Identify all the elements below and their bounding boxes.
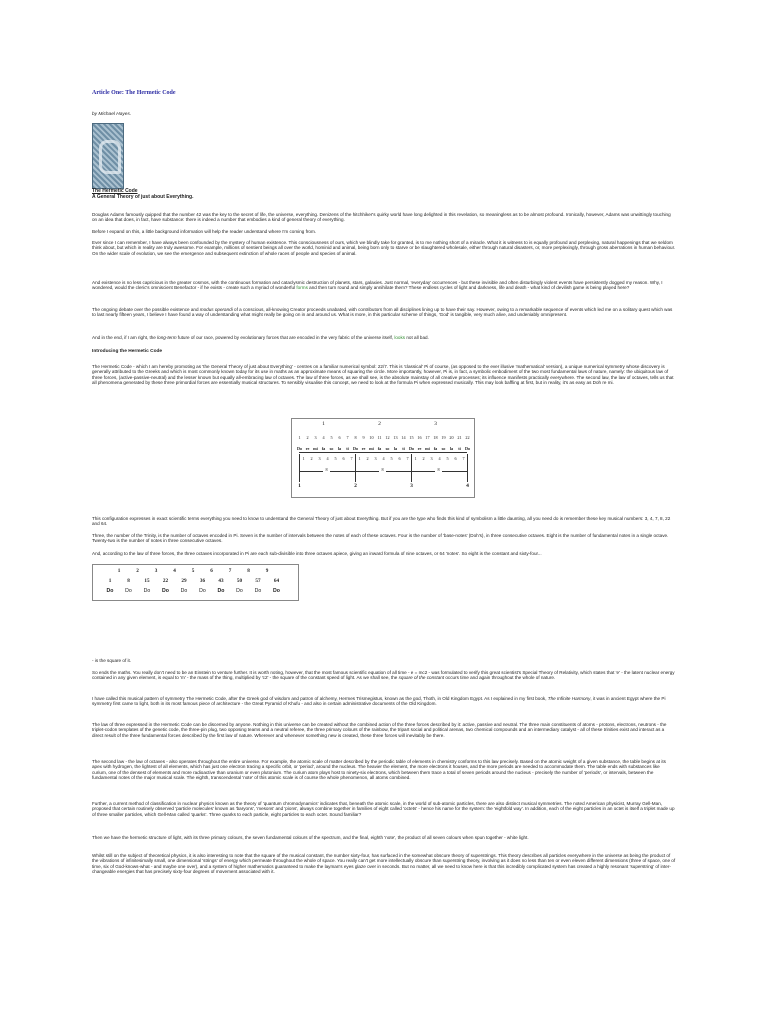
byline: by Michael Hayes. xyxy=(92,112,132,117)
interval-number: 3 xyxy=(318,456,321,461)
note-number: 3 xyxy=(314,435,317,440)
do-note: Do xyxy=(106,588,114,594)
note-count: 57 xyxy=(255,578,261,584)
emphasis: modus operandi xyxy=(199,307,233,312)
note-count: 43 xyxy=(218,578,224,584)
solfege-note: ti xyxy=(402,446,405,451)
interval-number: 1 xyxy=(302,456,305,461)
paragraph-text: of a conscious, all-knowing Creator proceeds unabated, with contributors from all disciplines lining up to have their say. However, owing to a remarkable sequence of events which led me on a solitary quest which was to last nearly fifteen years, I believe I have found a way of understanding what might really be going on in and around us. What is more, in this particular scheme of things, 'God' is tangible, very much alive, and undeniably omnipresent. xyxy=(92,307,673,318)
paragraph: The second law - the law of octaves - also operates throughout the entire universe. For example, the atomic scale of matter described by the periodic table of elements in chemistry conforms to this law precisely. Based on the atomic weight of a given substance, the table begins at its apex with hydrogen, the lightest of all elements, which has just one electron tracing a specific orbit, or 'period', around the nucleus. The heavier the element, the more electrons it houses, and the more periods are needed to accommodate them. The table ends with substances like curium, one of the densest of elements and more radioactive than uranium or even plutonium. The curium atom plays host to ninety-six electrons, which between them trace a total of seven periods around the nucleus - precisely the number of 'periods', or intervals, between the fundamental notes of the major musical scale. The eighth, transcendental 'note' of this atomic scale is of course the whole phenomenon, all atoms combined. xyxy=(92,759,666,781)
solfege-note: re xyxy=(305,446,310,451)
note-number: 9 xyxy=(362,435,365,440)
octave-number: 8 xyxy=(247,568,250,574)
interval-number: 5 xyxy=(446,456,449,461)
octave-marker: 8 xyxy=(379,467,386,472)
note-number: 1 xyxy=(298,435,301,440)
note-count-row xyxy=(93,578,298,586)
paragraph: Further, a current method of classification in nuclear physics known as the theory of 'quantum chromodynamics' indicates that, beneath the atomic scale, in the world of sub-atomic particles, there are also distinct musical symmetries. The noted American physicist, Murray Gell-Man, proposed that certain routinely observed 'particle molecules' known as 'baryons', 'mesons' and 'pions', always combine together in families of eight called 'octets' - hence his name for the system: the 'eightfold way'. In addition, each of the eight particles in an octet is itself a triplet made up of three smaller particles, which Gell-Man called 'quarks'. Three quarks to each particle, eight particles to each octet. Sound familiar? xyxy=(92,801,675,817)
interval-row xyxy=(292,456,474,464)
paragraph: The law of three expressed in the Hermetic Code can be discerned by anyone. Nothing in this universe can be created without the combined action of the three forces described by it: active, passive and neutral. The three main constituents of atoms - protons, electrons, neutrons - the triplet-codon templates of the genetic code, the three-pin plug, two opposing teams and a neutral referee, the three primary colours of the rainbow, the tripart social and political arenas, two chemical compounds and an intermediary catalyst - all of these trinities exist and interact as a direct result of the three fundamental forces described by the first law of nature. Wherever and whenever something new is created, these three forces will inevitably be there. xyxy=(92,722,667,738)
paragraph: Then we have the hermetic structure of light, with its three primary colours, the seven fundamental colours of the spectrum, and the final, eighth 'note', the product of all seven colours when spun together - white light. xyxy=(92,835,529,840)
note-number: 15 xyxy=(409,435,414,440)
octave-number: 7 xyxy=(228,568,232,574)
solfege-note: Do xyxy=(464,446,471,451)
octave-number: 4 xyxy=(173,568,176,574)
note-number: 6 xyxy=(338,435,341,440)
paragraph-text: And in the end, if I am right, the xyxy=(92,335,158,340)
paragraph: Before I expand on this, a little background information will help the reader understand where I'm coming from. xyxy=(92,229,317,234)
octave-number-row xyxy=(93,568,298,576)
interval-number: 3 xyxy=(374,456,377,461)
note-number: 8 xyxy=(354,435,357,440)
solfege-note: Do xyxy=(296,446,303,451)
octave-boundary xyxy=(299,454,300,482)
paragraph-text: occurs time and again throughout the whole of nature. xyxy=(444,675,556,681)
note-number: 2 xyxy=(306,435,309,440)
note-count: 50 xyxy=(236,578,243,584)
emphasis: square of the constant xyxy=(398,675,445,681)
solfege-note: mi xyxy=(425,446,430,451)
interval-number: 6 xyxy=(454,456,457,461)
article-subtitle: A General Theory of just about Everything. xyxy=(92,194,194,200)
note-number: 7 xyxy=(346,435,349,440)
interval-number: 2 xyxy=(422,456,425,461)
solfege-note: mi xyxy=(313,446,318,451)
interval-number: 1 xyxy=(358,456,361,461)
do-row xyxy=(93,588,298,596)
image-caption: The Hermetic Code xyxy=(92,188,138,194)
do-note: Do xyxy=(180,588,188,594)
paragraph-text: So ends the maths. You really don't need to be an Einstein to venture further. It is worth noting, however, that the most famous scientific equation of all time - e = mc2 - was formulated to verify this great scientist's Special Theory of Relativity, which states that 'e' - the latent nuclear energy contained in any given element, is equal to 'm' - the mass of the thing, multiplied by 'c2' - the square of the constant speed of light. As we shall see, the xyxy=(92,670,675,681)
solfege-note: so xyxy=(385,446,390,451)
paragraph xyxy=(92,335,676,340)
solfege-note: so xyxy=(329,446,334,451)
interval-number: 2 xyxy=(310,456,313,461)
interval-number: 7 xyxy=(462,456,465,461)
solfege-note: fa xyxy=(321,446,326,451)
interval-number: 6 xyxy=(342,456,345,461)
octave-boundary xyxy=(467,454,468,482)
note-number: 10 xyxy=(369,435,374,440)
forms-link[interactable]: forms xyxy=(296,285,308,291)
note-number: 13 xyxy=(393,435,398,440)
paragraph: And, according to the law of three forces, the three octaves incorporated in Pi are each sub-divisible into three octaves apiece, giving an inward formula of nine octaves, or 64 'notes'. So eight is the constant and sixty-four... xyxy=(92,551,542,556)
do-note: Do xyxy=(217,588,225,594)
note-count: 22 xyxy=(162,578,169,584)
nine-octave-table xyxy=(92,564,299,601)
base-note-label: 3 xyxy=(410,483,413,489)
solfege-note: la xyxy=(449,446,454,451)
note-count: 1 xyxy=(108,578,112,584)
interval-number: 5 xyxy=(390,456,393,461)
interval-number: 4 xyxy=(382,456,385,461)
base-note-label: 2 xyxy=(354,483,357,489)
note-count: 15 xyxy=(144,578,150,584)
note-number: 19 xyxy=(441,435,446,440)
octave-number: 2 xyxy=(136,568,139,574)
octave-number: 5 xyxy=(191,568,195,574)
solfege-note: ti xyxy=(458,446,461,451)
note-number: 12 xyxy=(385,435,390,440)
octave-number: 6 xyxy=(210,568,213,574)
octave-boundary xyxy=(355,454,356,482)
note-number: 11 xyxy=(377,435,382,440)
paragraph-text: not all bad. xyxy=(405,335,429,340)
paragraph: This configuration expresses in exact scientific terms everything you need to know to understand the General Theory of just about Everything. But if you are the type who finds this kind of symbolism a little daunting, all you need do is remember these key musical numbers: 3, 4, 7, 8, 22 and 64. xyxy=(92,516,671,527)
note-number: 17 xyxy=(425,435,430,440)
note-number-row xyxy=(292,435,474,443)
paragraph: The Hermetic Code - which I am hereby promoting as 'the General Theory of just about Everything' - centres on a familiar numerical symbol: 22/7. This is 'classical' Pi of course, (as opposed to the ever illusive 'mathematical' version), a unique numerical symmetry whose discovery is generally attributed to the Greeks and which is most commonly known today for its use in maths as an approximate means of squaring the circle. More importantly, however, Pi is, in fact, a symbolic embodiment of the two most fundamental laws of nature, namely: the ubiquitous law of three forces, (active-passive-neutral) and the lesser known but equally all-embracing law of octaves. The law of three forces, as we shall see, is the absolute mainstay of all creative processes; its influence manifests practically everywhere. The second law, the law of octaves, tells us that all phenomena generated by these three primordial forces are essentially musical structures. To sensibly visualise this concept, we need to look at the formula Pi when expressed musically. This may look baffling at first, but in reality, it's as easy as Doh re mi. xyxy=(92,364,674,386)
solfege-note: fa xyxy=(377,446,382,451)
note-number: 21 xyxy=(457,435,462,440)
section-heading: Introducing the Hermetic Code xyxy=(92,349,163,354)
note-number: 16 xyxy=(417,435,422,440)
hermetic-code-image[interactable] xyxy=(92,123,124,189)
note-number: 20 xyxy=(449,435,454,440)
do-note: Do xyxy=(236,588,243,594)
note-count: 8 xyxy=(127,578,130,584)
solfege-note: fa xyxy=(433,446,438,451)
interval-number: 2 xyxy=(366,456,369,461)
do-note: Do xyxy=(254,588,262,594)
solfege-note: la xyxy=(337,446,342,451)
article-title-link[interactable]: Article One: The Hermetic Code xyxy=(92,90,176,96)
interval-number: 4 xyxy=(326,456,329,461)
solfege-note: Do xyxy=(352,446,359,451)
note-number: 14 xyxy=(401,435,406,440)
do-note: Do xyxy=(162,588,169,594)
note-count: 64 xyxy=(273,578,280,584)
interval-number: 5 xyxy=(334,456,337,461)
do-note: Do xyxy=(199,588,206,594)
paragraph: - is the square of it. xyxy=(92,658,132,663)
paragraph-text: future of our race, powered by evolutionary forces that are encoded in the very fabric of the universe itself, xyxy=(176,335,395,340)
octave-boundary xyxy=(411,454,412,482)
octave-marker: 8 xyxy=(435,467,442,472)
emphasis: The Infinite Harmony xyxy=(547,696,591,701)
base-note-row xyxy=(292,483,474,491)
note-number: 22 xyxy=(465,435,470,440)
paragraph-text: I have called this musical pattern of symmetry The Hermetic Code, after the Greek god of wisdom and patron of alchemy, Hermes Trismegistus, known as the god, Thoth, in Old Kingdom Egypt. As I explained in my first book, xyxy=(92,696,548,701)
paragraph xyxy=(92,280,676,291)
solfege-note: ti xyxy=(346,446,349,451)
interval-number: 7 xyxy=(350,456,353,461)
looks-link[interactable]: looks xyxy=(394,335,406,340)
interval-number: 1 xyxy=(414,456,417,461)
octave-marker-row xyxy=(292,467,474,475)
interval-number: 3 xyxy=(430,456,433,461)
pi-octave-diagram xyxy=(291,418,475,498)
paragraph: Douglas Adams famously quipped that the number 42 was the key to the secret of life, the universe, everything. Denizens of the hitchhiker's quirky world have long delighted in this revelation, so meaningless as to be almost profound. Ironically, however, Adams was unwittingly touching on an idea that does, in fact, have substance: there is indeed a number that embodies a kind of general theory of everything. xyxy=(92,212,671,223)
paragraph: Whilst still on the subject of theoretical physics, it is also interesting to note that the square of the musical constant, the number sixty-four, has surfaced in the somewhat obscure theory of superstrings. This theory describes all particles everywhere in the universe as being the product of the vibrations of infinitesimally small, one dimensional 'strings' of energy which permeate throughout the whole of space. You really can't get more intellectually obscure than superstring theory, involving as it does no less than ten or even eleven different dimensions (three of space, one of time, six of God-knows-what - and maybe one over), and a system of higher mathematics guaranteed to make the layman's eyes glaze over in seconds. But no matter, all we need to know here is that this incredibly complicated system has created a highly resonant 'superstring' of inter-changeable energies that has precisely sixty-four degrees of movement associated with it. xyxy=(92,853,676,875)
solfege-note: so xyxy=(441,446,446,451)
solfege-note: re xyxy=(417,446,422,451)
base-note-label: 4 xyxy=(466,483,469,489)
emphasis: long-term xyxy=(157,335,177,340)
paragraph-text: , it was in ancient Egypt where the Pi symmetry first came to light, both in its most famous piece of architecture - the Great Pyramid of Khufu - and also in certain administrative documents of the Old Kingdom. xyxy=(92,696,666,707)
octave-number: 3 xyxy=(154,568,158,574)
paragraph xyxy=(92,307,676,318)
octave-label: 1 xyxy=(322,421,325,427)
solfege-note: la xyxy=(393,446,398,451)
interval-number: 4 xyxy=(438,456,441,461)
solfege-note: re xyxy=(361,446,366,451)
octave-label: 3 xyxy=(434,421,437,427)
note-number: 4 xyxy=(322,435,325,440)
do-note: Do xyxy=(143,588,151,594)
paragraph xyxy=(92,696,676,707)
note-number: 5 xyxy=(330,435,333,440)
octave-marker: 8 xyxy=(323,467,330,472)
paragraph xyxy=(92,670,676,681)
base-note-label: 1 xyxy=(298,483,301,489)
interval-number: 7 xyxy=(406,456,409,461)
paragraph-text: and then turn round and simply annihilate them? These endless cycles of light and darkness, life and death - what kind of devilish game is being played here? xyxy=(307,285,630,291)
do-note: Do xyxy=(125,588,132,594)
paragraph: Three, the number of the Trinity, is the number of octaves encoded in Pi. Seven is the number of intervals between the notes of each of these octaves. Four is the number of 'base-notes' (Doh's), in three consecutive octaves. Eight is the number of fundamental notes in a single octave. Twenty-two is the number of notes in three consecutive octaves. xyxy=(92,533,669,544)
divider-line xyxy=(299,452,467,453)
solfege-note: mi xyxy=(369,446,374,451)
note-number: 18 xyxy=(433,435,438,440)
paragraph: Ever since I can remember, I have always been confounded by the mystery of human existence. This consciousness of ours, which we blindly take for granted, is to me nothing short of a miracle. What it is witness to is equally profound and perplexing, natural happenings that we seldom think about, but which in reality are truly awesome. For example, millions of sentient beings all over the world, hominid and animal, being born only to starve or be slaughtered wholesale, either through natural disasters, or, more perplexingly, through gross aberrations in human behaviour. On the wider scale of evolution, we see the emergence and subsequent extinction of whole races of people and species of animal. xyxy=(92,240,676,256)
note-count: 36 xyxy=(199,578,206,584)
do-note: Do xyxy=(273,588,280,594)
note-count: 29 xyxy=(181,578,187,584)
paragraph-text: The ongoing debate over the possible existence and xyxy=(92,307,200,312)
interval-number: 6 xyxy=(398,456,401,461)
solfege-note: Do xyxy=(408,446,415,451)
octave-number: 1 xyxy=(117,568,121,574)
paragraph-text: And existence is no less capricious in the greater cosmos, with the continuous formation and cataclysmic destruction of planets, stars, galaxies. Just normal, 'everyday' occurrences - but these invisible and often disturbingly violent events have persistently dogged my reason. Why, I wondered, would the cleric's omniscient Benefactor - if he exists - create such a myriad of wonderful xyxy=(92,280,663,291)
octave-number: 9 xyxy=(265,568,269,574)
octave-label: 2 xyxy=(378,421,381,427)
octave-label-row xyxy=(292,421,474,429)
